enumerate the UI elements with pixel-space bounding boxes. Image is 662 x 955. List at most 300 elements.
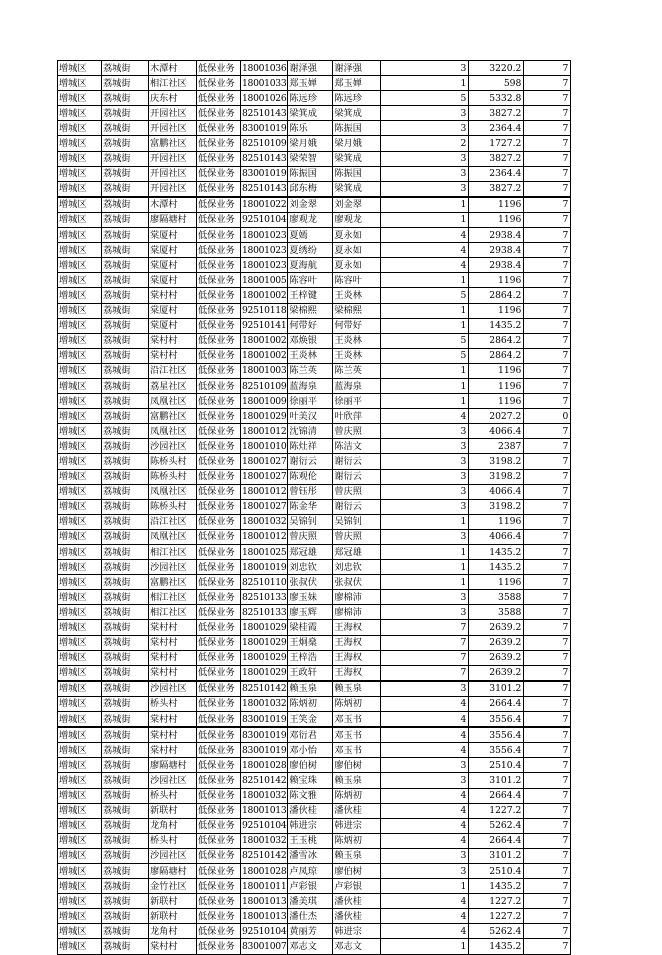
table-cell[interactable]: 凤凰社区: [149, 484, 197, 499]
table-cell[interactable]: 增城区: [58, 424, 102, 439]
table-cell[interactable]: 夏永如: [333, 258, 381, 273]
table-cell[interactable]: 增城区: [58, 439, 102, 454]
table-cell[interactable]: 18001002: [241, 333, 288, 348]
table-cell[interactable]: 荔城街: [102, 303, 149, 318]
table-cell[interactable]: 83001019: [241, 166, 288, 181]
table-cell[interactable]: 廖伯树: [333, 863, 381, 878]
table-cell[interactable]: 增城区: [58, 348, 102, 363]
table-cell[interactable]: 潘伙桂: [333, 894, 381, 909]
table-cell[interactable]: 郑玉婵: [288, 76, 333, 91]
table-cell[interactable]: 增城区: [58, 61, 102, 76]
table-cell[interactable]: 7: [524, 803, 571, 818]
table-cell[interactable]: 低保业务: [197, 409, 241, 424]
table-cell[interactable]: 7: [524, 818, 571, 833]
table-cell[interactable]: 荔城街: [102, 273, 149, 288]
table-cell[interactable]: 5: [381, 91, 469, 106]
table-cell[interactable]: 荔城街: [102, 529, 149, 544]
table-cell[interactable]: 3220.2: [469, 61, 524, 76]
table-cell[interactable]: 7: [524, 243, 571, 258]
table-cell[interactable]: 18001012: [241, 529, 288, 544]
table-cell[interactable]: 荔城街: [102, 681, 149, 697]
table-cell[interactable]: 低保业务: [197, 76, 241, 91]
table-cell[interactable]: 陈振国: [288, 166, 333, 181]
table-cell[interactable]: 7: [524, 363, 571, 378]
table-cell[interactable]: 增城区: [58, 833, 102, 848]
table-cell[interactable]: 邓志文: [288, 939, 333, 954]
table-cell[interactable]: 4: [381, 803, 469, 818]
table-cell[interactable]: 低保业务: [197, 258, 241, 273]
table-cell[interactable]: 廖伯树: [288, 758, 333, 773]
table-cell[interactable]: 陈桥头村: [149, 454, 197, 469]
table-cell[interactable]: 沙园社区: [149, 681, 197, 697]
table-cell[interactable]: 荔城街: [102, 773, 149, 788]
table-cell[interactable]: 夏绣纷: [288, 243, 333, 258]
table-cell[interactable]: 荔城街: [102, 712, 149, 728]
table-cell[interactable]: 荔城街: [102, 378, 149, 393]
table-cell[interactable]: 增城区: [58, 879, 102, 894]
table-cell[interactable]: 金竹社区: [149, 879, 197, 894]
table-cell[interactable]: 低保业务: [197, 197, 241, 213]
table-cell[interactable]: 低保业务: [197, 318, 241, 333]
table-cell[interactable]: 7: [524, 91, 571, 106]
table-cell[interactable]: 7: [524, 484, 571, 499]
table-cell[interactable]: 4: [381, 409, 469, 424]
table-cell[interactable]: 3: [381, 439, 469, 454]
table-cell[interactable]: 沙园社区: [149, 439, 197, 454]
table-cell[interactable]: 低保业务: [197, 333, 241, 348]
table-cell[interactable]: 增城区: [58, 106, 102, 121]
table-cell[interactable]: 18001012: [241, 484, 288, 499]
table-cell[interactable]: 7: [524, 197, 571, 213]
table-cell[interactable]: 荔城街: [102, 590, 149, 605]
table-cell[interactable]: 1: [381, 560, 469, 575]
table-cell[interactable]: 1196: [469, 514, 524, 529]
table-cell[interactable]: 荔城街: [102, 318, 149, 333]
table-cell[interactable]: 荔城街: [102, 409, 149, 424]
table-cell[interactable]: 2510.4: [469, 758, 524, 773]
table-cell[interactable]: 凤凰社区: [149, 394, 197, 409]
table-cell[interactable]: 4: [381, 788, 469, 803]
table-cell[interactable]: 王玉桃: [288, 833, 333, 848]
table-cell[interactable]: 18001028: [241, 863, 288, 878]
table-cell[interactable]: 低保业务: [197, 303, 241, 318]
table-cell[interactable]: 3: [381, 484, 469, 499]
table-cell[interactable]: 低保业务: [197, 166, 241, 181]
table-cell[interactable]: 增城区: [58, 258, 102, 273]
table-cell[interactable]: 低保业务: [197, 228, 241, 243]
table-cell[interactable]: 3827.2: [469, 181, 524, 197]
table-cell[interactable]: 低保业务: [197, 439, 241, 454]
table-cell[interactable]: 刘金翠: [333, 197, 381, 213]
table-cell[interactable]: 陈炳初: [333, 788, 381, 803]
table-cell[interactable]: 荔城街: [102, 363, 149, 378]
table-cell[interactable]: 7: [524, 228, 571, 243]
table-cell[interactable]: 1: [381, 318, 469, 333]
table-cell[interactable]: 7: [524, 318, 571, 333]
table-cell[interactable]: 卢凤琼: [288, 863, 333, 878]
table-cell[interactable]: 7: [524, 181, 571, 197]
table-cell[interactable]: 2864.2: [469, 333, 524, 348]
table-cell[interactable]: 5: [381, 333, 469, 348]
table-cell[interactable]: 低保业务: [197, 484, 241, 499]
table-cell[interactable]: 谢衍云: [288, 454, 333, 469]
table-cell[interactable]: 7: [524, 939, 571, 954]
table-cell[interactable]: 增城区: [58, 788, 102, 803]
table-cell[interactable]: 富鹏社区: [149, 409, 197, 424]
table-cell[interactable]: 荔城街: [102, 727, 149, 743]
table-cell[interactable]: 低保业务: [197, 243, 241, 258]
table-cell[interactable]: 1: [381, 545, 469, 560]
table-cell[interactable]: 低保业务: [197, 590, 241, 605]
table-cell[interactable]: 梁棉熙: [333, 303, 381, 318]
table-cell[interactable]: 低保业务: [197, 924, 241, 939]
table-cell[interactable]: 1227.2: [469, 909, 524, 924]
table-cell[interactable]: 82510143: [241, 181, 288, 197]
table-cell[interactable]: 1: [381, 879, 469, 894]
table-cell[interactable]: 低保业务: [197, 136, 241, 151]
table-cell[interactable]: 7: [524, 894, 571, 909]
table-cell[interactable]: 7: [524, 151, 571, 166]
table-cell[interactable]: 92510104: [241, 212, 288, 227]
table-cell[interactable]: 廖伯树: [333, 758, 381, 773]
table-cell[interactable]: 王海权: [333, 620, 381, 635]
table-cell[interactable]: 7: [524, 681, 571, 697]
table-cell[interactable]: 3: [381, 605, 469, 620]
table-cell[interactable]: 吴锦钊: [288, 514, 333, 529]
table-cell[interactable]: 相江社区: [149, 590, 197, 605]
table-cell[interactable]: 增城区: [58, 484, 102, 499]
table-cell[interactable]: 7: [524, 696, 571, 711]
table-cell[interactable]: 低保业务: [197, 151, 241, 166]
table-cell[interactable]: 韩进宗: [333, 818, 381, 833]
table-cell[interactable]: 3827.2: [469, 106, 524, 121]
table-cell[interactable]: 低保业务: [197, 394, 241, 409]
table-cell[interactable]: 王梓键: [288, 288, 333, 303]
table-cell[interactable]: 梁箕成: [333, 106, 381, 121]
table-cell[interactable]: 荔城街: [102, 212, 149, 227]
table-cell[interactable]: 7: [524, 665, 571, 681]
table-cell[interactable]: 1: [381, 514, 469, 529]
table-cell[interactable]: 7: [524, 833, 571, 848]
table-cell[interactable]: 庆东村: [149, 91, 197, 106]
table-cell[interactable]: 18001019: [241, 560, 288, 575]
table-cell[interactable]: 棠厦村: [149, 318, 197, 333]
table-cell[interactable]: 18001012: [241, 424, 288, 439]
table-cell[interactable]: 沿江社区: [149, 514, 197, 529]
table-cell[interactable]: 7: [381, 635, 469, 650]
table-cell[interactable]: 王炎林: [333, 333, 381, 348]
table-cell[interactable]: 棠厦村: [149, 243, 197, 258]
table-cell[interactable]: 18001029: [241, 409, 288, 424]
table-cell[interactable]: 7: [524, 545, 571, 560]
table-cell[interactable]: 陈兰英: [333, 363, 381, 378]
table-cell[interactable]: 低保业务: [197, 363, 241, 378]
table-cell[interactable]: 7: [524, 212, 571, 227]
table-cell[interactable]: 3101.2: [469, 773, 524, 788]
table-cell[interactable]: 荔城街: [102, 909, 149, 924]
table-cell[interactable]: 陈文雅: [288, 788, 333, 803]
table-cell[interactable]: 低保业务: [197, 181, 241, 197]
table-cell[interactable]: 赖玉泉: [333, 773, 381, 788]
table-cell[interactable]: 王炎林: [288, 348, 333, 363]
table-cell[interactable]: 7: [524, 166, 571, 181]
table-cell[interactable]: 棠村村: [149, 743, 197, 758]
table-cell[interactable]: 赖玉泉: [288, 681, 333, 697]
table-cell[interactable]: 凤凰社区: [149, 424, 197, 439]
table-cell[interactable]: 增城区: [58, 924, 102, 939]
table-cell[interactable]: 荔城街: [102, 76, 149, 91]
table-cell[interactable]: 1196: [469, 303, 524, 318]
table-cell[interactable]: 低保业务: [197, 106, 241, 121]
table-cell[interactable]: 92510118: [241, 303, 288, 318]
table-cell[interactable]: 增城区: [58, 803, 102, 818]
table-cell[interactable]: 3: [381, 681, 469, 697]
table-cell[interactable]: 7: [524, 288, 571, 303]
table-cell[interactable]: 3556.4: [469, 712, 524, 728]
table-cell[interactable]: 荔城街: [102, 939, 149, 954]
table-cell[interactable]: 18001025: [241, 545, 288, 560]
table-cell[interactable]: 富鹏社区: [149, 136, 197, 151]
table-cell[interactable]: 3: [381, 61, 469, 76]
table-cell[interactable]: 荔城街: [102, 228, 149, 243]
table-cell[interactable]: 增城区: [58, 863, 102, 878]
table-cell[interactable]: 3556.4: [469, 743, 524, 758]
table-cell[interactable]: 2938.4: [469, 258, 524, 273]
table-cell[interactable]: 1: [381, 378, 469, 393]
table-cell[interactable]: 桥头村: [149, 833, 197, 848]
table-cell[interactable]: 7: [381, 650, 469, 665]
table-cell[interactable]: 7: [524, 863, 571, 878]
table-cell[interactable]: 低保业务: [197, 469, 241, 484]
table-cell[interactable]: 荔城街: [102, 484, 149, 499]
table-cell[interactable]: 18001002: [241, 348, 288, 363]
table-cell[interactable]: 荔城街: [102, 166, 149, 181]
table-cell[interactable]: 2664.4: [469, 788, 524, 803]
table-cell[interactable]: 韩进宗: [333, 924, 381, 939]
table-cell[interactable]: 5262.4: [469, 924, 524, 939]
table-cell[interactable]: 18001032: [241, 696, 288, 711]
table-cell[interactable]: 棠村村: [149, 620, 197, 635]
table-cell[interactable]: 18001032: [241, 514, 288, 529]
table-cell[interactable]: 荔城街: [102, 394, 149, 409]
table-cell[interactable]: 4: [381, 243, 469, 258]
table-cell[interactable]: 4: [381, 833, 469, 848]
table-cell[interactable]: 低保业务: [197, 378, 241, 393]
table-cell[interactable]: 低保业务: [197, 879, 241, 894]
table-cell[interactable]: 夏永如: [333, 243, 381, 258]
table-cell[interactable]: 陈远珍: [288, 91, 333, 106]
table-cell[interactable]: 低保业务: [197, 499, 241, 514]
table-cell[interactable]: 夏永如: [333, 228, 381, 243]
table-cell[interactable]: 7: [524, 454, 571, 469]
table-cell[interactable]: 增城区: [58, 273, 102, 288]
table-cell[interactable]: 增城区: [58, 773, 102, 788]
table-cell[interactable]: 邓焕银: [288, 333, 333, 348]
table-cell[interactable]: 增城区: [58, 514, 102, 529]
table-cell[interactable]: 增城区: [58, 696, 102, 711]
table-cell[interactable]: 1227.2: [469, 894, 524, 909]
table-cell[interactable]: 郑冠雄: [288, 545, 333, 560]
table-cell[interactable]: 相江社区: [149, 545, 197, 560]
table-cell[interactable]: 夏海航: [288, 258, 333, 273]
table-cell[interactable]: 陈灶祥: [288, 439, 333, 454]
table-cell[interactable]: 潘伙桂: [333, 803, 381, 818]
table-cell[interactable]: 3198.2: [469, 454, 524, 469]
table-cell[interactable]: 增城区: [58, 560, 102, 575]
table-cell[interactable]: 1196: [469, 575, 524, 590]
table-cell[interactable]: 2387: [469, 439, 524, 454]
table-cell[interactable]: 7: [524, 773, 571, 788]
table-cell[interactable]: 新联村: [149, 803, 197, 818]
table-cell[interactable]: 92510104: [241, 924, 288, 939]
table-cell[interactable]: 低保业务: [197, 121, 241, 136]
table-cell[interactable]: 木潭村: [149, 61, 197, 76]
table-cell[interactable]: 荔城街: [102, 499, 149, 514]
table-cell[interactable]: 7: [524, 879, 571, 894]
table-cell[interactable]: 1196: [469, 378, 524, 393]
table-cell[interactable]: 1: [381, 394, 469, 409]
table-cell[interactable]: 荔城街: [102, 106, 149, 121]
table-cell[interactable]: 增城区: [58, 665, 102, 681]
table-cell[interactable]: 增城区: [58, 635, 102, 650]
table-cell[interactable]: 邓小怡: [288, 743, 333, 758]
table-cell[interactable]: 4: [381, 924, 469, 939]
table-cell[interactable]: 低保业务: [197, 758, 241, 773]
table-cell[interactable]: 王政轩: [288, 665, 333, 681]
table-cell[interactable]: 18001022: [241, 197, 288, 213]
table-cell[interactable]: 低保业务: [197, 788, 241, 803]
table-cell[interactable]: 低保业务: [197, 681, 241, 697]
table-cell[interactable]: 增城区: [58, 469, 102, 484]
table-cell[interactable]: 曾庆照: [333, 529, 381, 544]
table-cell[interactable]: 邓玉书: [333, 712, 381, 728]
table-cell[interactable]: 82510142: [241, 681, 288, 697]
table-cell[interactable]: 荔城街: [102, 348, 149, 363]
table-cell[interactable]: 增城区: [58, 818, 102, 833]
table-cell[interactable]: 梁桂霞: [288, 620, 333, 635]
table-cell[interactable]: 张叔伏: [288, 575, 333, 590]
table-cell[interactable]: 棠村村: [149, 288, 197, 303]
table-cell[interactable]: 低保业务: [197, 424, 241, 439]
table-cell[interactable]: 7: [524, 106, 571, 121]
table-cell[interactable]: 3: [381, 758, 469, 773]
table-cell[interactable]: 1196: [469, 363, 524, 378]
table-cell[interactable]: 增城区: [58, 894, 102, 909]
table-cell[interactable]: 2864.2: [469, 348, 524, 363]
table-cell[interactable]: 荔城街: [102, 605, 149, 620]
table-cell[interactable]: 7: [524, 605, 571, 620]
table-cell[interactable]: 7: [524, 788, 571, 803]
table-cell[interactable]: 18001023: [241, 243, 288, 258]
table-cell[interactable]: 新联村: [149, 894, 197, 909]
table-cell[interactable]: 王炎林: [333, 288, 381, 303]
table-cell[interactable]: 18001036: [241, 61, 288, 76]
table-cell[interactable]: 廖隔塘村: [149, 212, 197, 227]
table-cell[interactable]: 荔城街: [102, 439, 149, 454]
table-cell[interactable]: 廖棉沛: [333, 605, 381, 620]
table-cell[interactable]: 王海权: [333, 650, 381, 665]
table-cell[interactable]: 廖隔塘村: [149, 863, 197, 878]
table-cell[interactable]: 沙园社区: [149, 848, 197, 863]
table-cell[interactable]: 荔城街: [102, 696, 149, 711]
table-cell[interactable]: 1196: [469, 273, 524, 288]
table-cell[interactable]: 1: [381, 575, 469, 590]
table-cell[interactable]: 18001026: [241, 91, 288, 106]
table-cell[interactable]: 王炎林: [333, 348, 381, 363]
table-cell[interactable]: 徐丽平: [288, 394, 333, 409]
table-cell[interactable]: 4066.4: [469, 529, 524, 544]
table-cell[interactable]: 陈容叶: [288, 273, 333, 288]
table-cell[interactable]: 低保业务: [197, 909, 241, 924]
table-cell[interactable]: 曾庆照: [333, 484, 381, 499]
table-cell[interactable]: 郑冠雄: [333, 545, 381, 560]
table-cell[interactable]: 潘雪冰: [288, 848, 333, 863]
table-cell[interactable]: 荔城街: [102, 743, 149, 758]
table-cell[interactable]: 棠村村: [149, 665, 197, 681]
table-cell[interactable]: 3556.4: [469, 727, 524, 743]
table-cell[interactable]: 2664.4: [469, 833, 524, 848]
table-cell[interactable]: 18001029: [241, 635, 288, 650]
table-cell[interactable]: 沙园社区: [149, 773, 197, 788]
table-cell[interactable]: 潘美琪: [288, 894, 333, 909]
table-cell[interactable]: 增城区: [58, 590, 102, 605]
table-cell[interactable]: 4: [381, 712, 469, 728]
table-cell[interactable]: 低保业务: [197, 803, 241, 818]
table-cell[interactable]: 桥头村: [149, 696, 197, 711]
table-cell[interactable]: 邓玉书: [333, 727, 381, 743]
table-cell[interactable]: 18001032: [241, 788, 288, 803]
table-cell[interactable]: 增城区: [58, 363, 102, 378]
table-cell[interactable]: 低保业务: [197, 833, 241, 848]
table-cell[interactable]: 7: [524, 620, 571, 635]
table-cell[interactable]: 18001003: [241, 363, 288, 378]
table-cell[interactable]: 7: [524, 76, 571, 91]
table-cell[interactable]: 荔城街: [102, 788, 149, 803]
table-cell[interactable]: 7: [381, 665, 469, 681]
table-cell[interactable]: 3101.2: [469, 681, 524, 697]
table-cell[interactable]: 1: [381, 212, 469, 227]
table-cell[interactable]: 7: [524, 924, 571, 939]
table-cell[interactable]: 增城区: [58, 136, 102, 151]
table-cell[interactable]: 2664.4: [469, 696, 524, 711]
table-cell[interactable]: 王梓浩: [288, 650, 333, 665]
table-cell[interactable]: 7: [524, 258, 571, 273]
table-cell[interactable]: 低保业务: [197, 605, 241, 620]
table-cell[interactable]: 谢衍云: [333, 499, 381, 514]
table-cell[interactable]: 4: [381, 727, 469, 743]
table-cell[interactable]: 2639.2: [469, 650, 524, 665]
table-cell[interactable]: 王海权: [333, 635, 381, 650]
table-cell[interactable]: 低保业务: [197, 575, 241, 590]
table-cell[interactable]: 低保业务: [197, 665, 241, 681]
table-cell[interactable]: 陈乐: [288, 121, 333, 136]
table-cell[interactable]: 5332.8: [469, 91, 524, 106]
table-cell[interactable]: 4066.4: [469, 484, 524, 499]
table-cell[interactable]: 增城区: [58, 228, 102, 243]
table-cell[interactable]: 荔城街: [102, 424, 149, 439]
table-cell[interactable]: 荔城街: [102, 560, 149, 575]
table-cell[interactable]: 沙园社区: [149, 560, 197, 575]
table-cell[interactable]: 18001009: [241, 394, 288, 409]
table-cell[interactable]: 王海权: [333, 665, 381, 681]
table-cell[interactable]: 1196: [469, 197, 524, 213]
table-cell[interactable]: 开园社区: [149, 181, 197, 197]
table-cell[interactable]: 陈振国: [333, 166, 381, 181]
table-cell[interactable]: 荔城街: [102, 454, 149, 469]
table-cell[interactable]: 2639.2: [469, 635, 524, 650]
table-cell[interactable]: 吴锦钊: [333, 514, 381, 529]
table-cell[interactable]: 7: [524, 394, 571, 409]
